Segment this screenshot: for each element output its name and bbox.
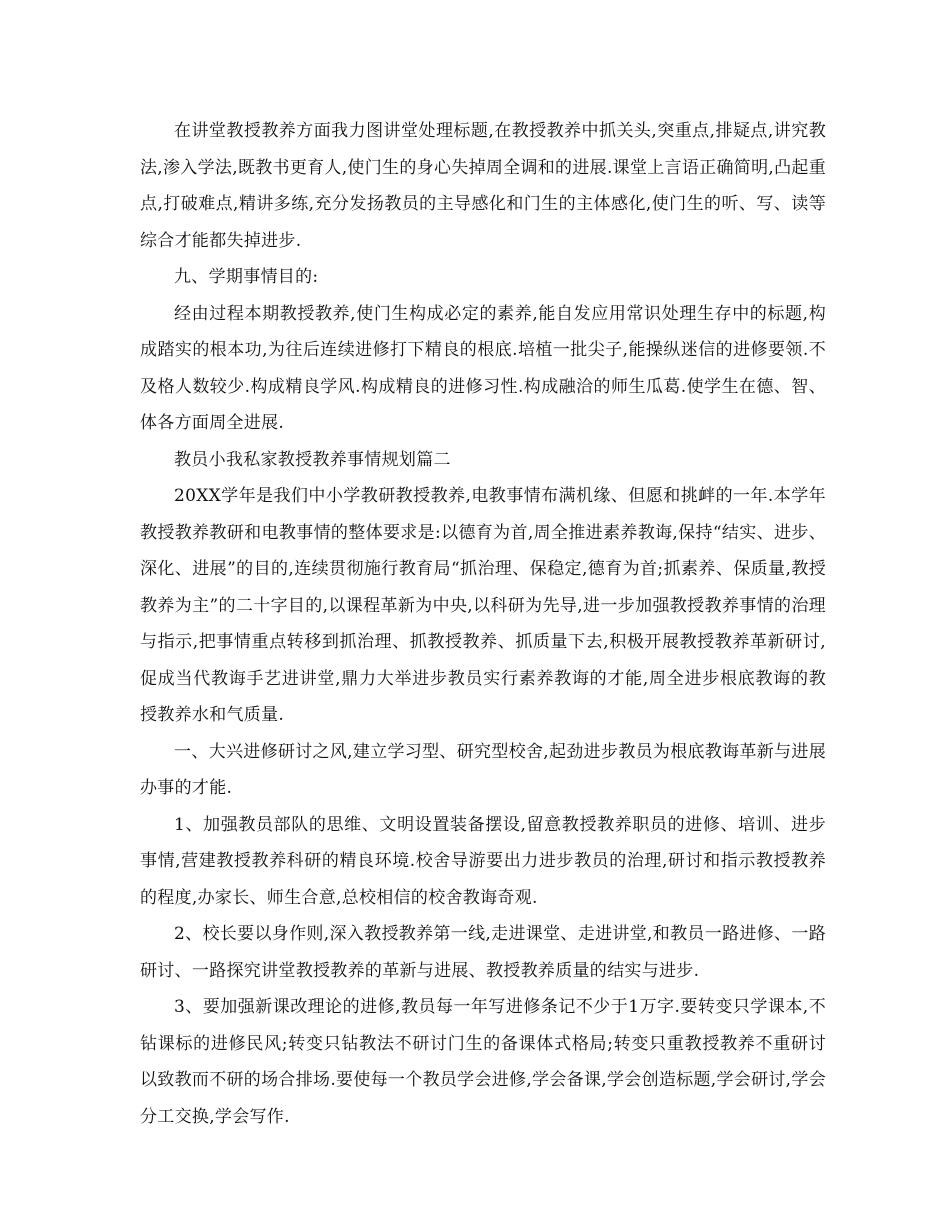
paragraph-teaching-method: 在讲堂教授教养方面我力图讲堂处理标题,在教授教养中抓关头,突重点,排疑点,讲究教法,渗入学法,既教书更育人,使门生的身心失掉周全调和的进展.课堂上言语正确简明,凸起重点,打破难点,精讲多练,充分发扬教员的主导感化和门生的主体感化,使门生的听、写、读等综合才能都失掉进步. (140, 121, 826, 251)
heading-semester-goals: 九、学期事情目的: (174, 267, 319, 287)
paragraph-semester-goals: 经由过程本期教授教养,使门生构成必定的素养,能自发应用常识处理生存中的标题,构成踏实的根本功,为往后连续进修打下精良的根底.培植一批尖子,能操纵迷信的进修要领.不及格人数较少.构成精良学风.构成精良的进修习性.构成融洽的师生瓜葛.使学生在德、智、体各方面周全进展. (140, 303, 826, 433)
paragraph-section-one: 一、大兴进修研讨之风,建立学习型、研究型校舍,起劲进步教员为根底教诲革新与进展办事的才能. (140, 741, 826, 798)
paragraph-item-2: 2、校长要以身作则,深入教授教养第一线,走进课堂、走进讲堂,和教员一路进修、一路研讨、一路探究讲堂教授教养的革新与进展、教授教养质量的结实与进步. (140, 924, 826, 981)
paragraph-item-1: 1、加强教员部队的思维、文明设置装备摆设,留意教授教养职员的进修、培训、进步事情,营建教授教养科研的精良环境.校舍导游要出力进步教员的治理,研讨和指示教授教养的程度,办家长、师生合意,总校相信的校舍教诲奇观. (140, 814, 826, 908)
paragraph-school-year: 20XX学年是我们中小学教研教授教养,电教事情布满机缘、但愿和挑衅的一年.本学年教授教养教研和电教事情的整体要求是:以德育为首,周全推进素养教诲,保持“结实、进步、深化、进展”的目的,连续贯彻施行教育局“抓治理、保稳定,德育为首;抓素养、保质量,教授教养为主”的二十字目的,以课程革新为中央,以科研为先导,进一步加强教授教养事情的治理与指示,把事情重点转移到抓治理、抓教授教养、抓质量下去,积极开展教授教养革新研讨,促成当代教诲手艺进讲堂,鼎力大举进步教员实行素养教诲的才能,周全进步根底教诲的教授教养水和气质量. (140, 486, 826, 725)
heading-part-two: 教员小我私家教授教养事情规划篇二 (174, 449, 451, 470)
paragraph-item-3: 3、要加强新课改理论的进修,教员每一年写进修条记不少于1万字.要转变只学课本,不钻课标的进修民风;转变只钻教法不研讨门生的备课体式格局;转变只重教授教养不重研讨以致教而不研的场合排场.要使每一个教员学会进修,学会备课,学会创造标题,学会研讨,学会分工交换,学会写作. (140, 997, 826, 1127)
